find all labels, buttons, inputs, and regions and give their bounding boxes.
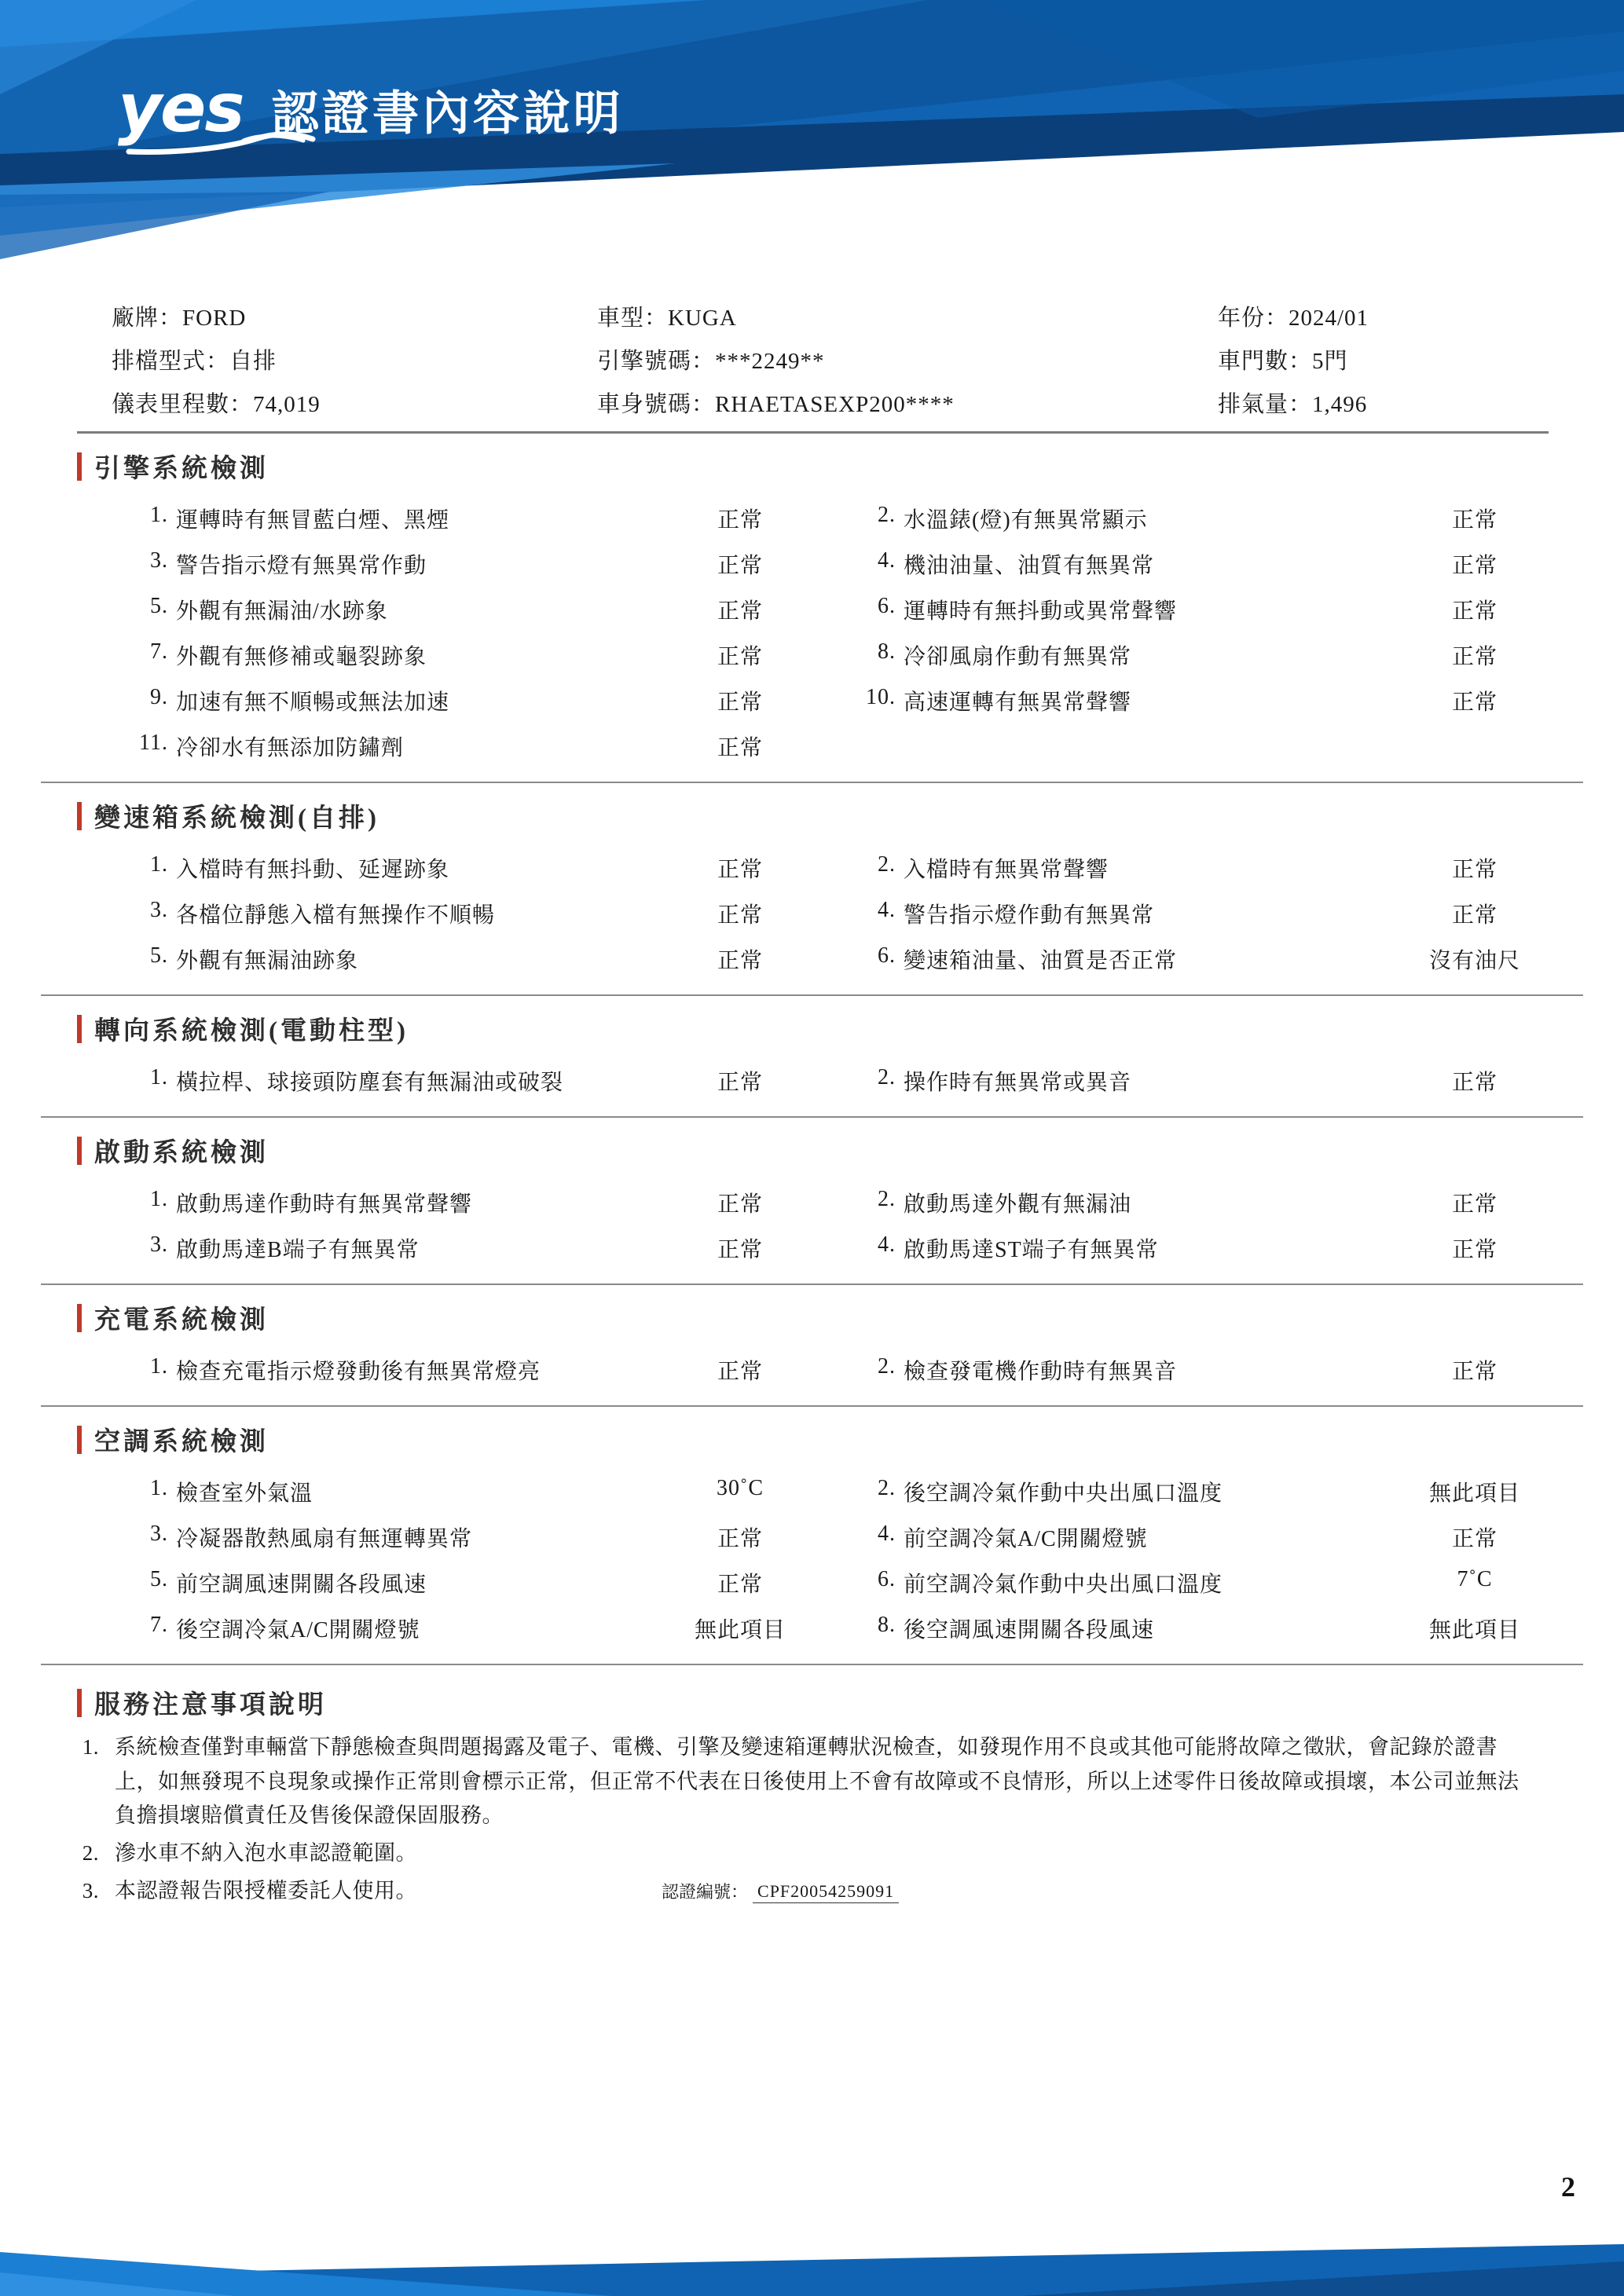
vehicle-brand: 廠牌：FORD [112,306,247,331]
section-marker-icon [77,452,82,481]
item-number: 6. [878,594,896,618]
inspection-row [41,496,1583,541]
item-result: 正常 [717,690,763,715]
inspection-item [41,1187,827,1218]
inspection-row [41,936,1583,982]
logo-text: yes [118,69,244,148]
document-body [0,291,1624,1903]
section-title-text: 變速箱系統檢測(自排) [94,804,379,833]
item-result: 正常 [1451,1071,1498,1095]
section-title [41,996,1583,1055]
item-result: 正常 [1451,1360,1498,1384]
item-number: 11. [139,731,168,755]
item-label: 警告指示燈作動有無異常 [904,903,1155,928]
item-number: 4. [878,1232,896,1257]
brand-logo [118,69,624,148]
item-number: 7. [150,639,168,664]
item-number: 5. [150,594,168,618]
item-result: 正常 [717,1238,763,1262]
section-engine [41,434,1583,783]
item-result: 正常 [1451,690,1498,715]
item-label: 運轉時有無冒藍白煙、黑煙 [176,508,450,533]
item-label: 運轉時有無抖動或異常聲響 [904,599,1178,624]
car-swoosh-icon [126,130,322,156]
item-result: 正常 [717,645,763,669]
item-label: 高速運轉有無異常聲響 [904,690,1132,715]
item-number: 2. [878,1065,896,1089]
inspection-item [827,1522,1565,1553]
vehicle-info-row [77,300,1549,332]
item-number: 5. [150,943,168,968]
inspection-item [827,548,1565,580]
inspection-item [41,548,827,580]
item-label: 冷卻風扇作動有無異常 [904,645,1132,669]
inspection-row [41,1606,1583,1651]
notes-title [41,1676,1583,1729]
inspection-item [41,594,827,625]
item-label: 各檔位靜態入檔有無操作不順暢 [176,903,496,928]
inspection-item [827,594,1565,625]
inspection-row [41,587,1583,632]
vehicle-info-row [77,386,1549,419]
item-number: 4. [878,548,896,573]
inspection-item [827,1232,1565,1264]
item-number: 9. [150,685,168,709]
item-result: 無此項目 [694,1618,786,1642]
item-label: 啟動馬達作動時有無異常聲響 [176,1192,473,1217]
inspection-row [41,1514,1583,1560]
item-label: 後空調冷氣作動中央出風口溫度 [904,1481,1223,1506]
vehicle-year: 年份：2024/01 [1218,306,1369,331]
item-result: 正常 [1451,645,1498,669]
inspection-item [827,503,1565,534]
inspection-item [41,852,827,884]
item-result: 正常 [717,599,763,624]
item-number: 3. [150,1522,168,1546]
inspection-row [41,1180,1583,1225]
inspection-row [41,845,1583,891]
inspection-row [41,678,1583,723]
inspection-item [827,685,1565,716]
item-label: 警告指示燈有無異常作動 [176,554,427,578]
section-title [41,783,1583,842]
inspection-item [827,1613,1565,1644]
item-number: 7. [150,1613,168,1637]
vehicle-engine-number: 引擎號碼：***2249** [597,349,825,374]
item-number: 1. [150,1065,168,1089]
item-number: 2. [878,1187,896,1211]
item-label: 水溫錶(燈)有無異常顯示 [904,508,1148,533]
section-marker-icon [77,1689,82,1717]
item-label: 啟動馬達ST端子有無異常 [904,1238,1159,1262]
item-number: 5. [150,1567,168,1591]
inspection-row [41,723,1583,769]
section-title [41,1407,1583,1466]
section-title-text: 啟動系統檢測 [94,1139,269,1167]
item-result: 正常 [1451,1238,1498,1262]
item-result: 正常 [717,903,763,928]
service-notes [41,1665,1583,1903]
note-text: 本認證報告限授權委託人使用。 [115,1878,417,1902]
item-number: 1. [150,1476,168,1500]
inspection-item [41,1567,827,1598]
inspection-item [827,943,1565,975]
item-result: 正常 [717,858,763,882]
page-header [0,0,1624,291]
item-label: 機油油量、油質有無異常 [904,554,1155,578]
inspection-row [41,1347,1583,1393]
inspection-item [41,639,827,671]
item-number: 8. [878,639,896,664]
item-label: 檢查室外氣溫 [176,1481,313,1506]
item-label: 外觀有無漏油跡象 [176,949,359,973]
item-result: 沒有油尺 [1428,949,1520,973]
item-label: 前空調風速開關各段風速 [176,1573,427,1597]
section-marker-icon [77,1426,82,1454]
vehicle-transmission: 排檔型式：自排 [112,349,277,374]
item-label: 橫拉桿、球接頭防塵套有無漏油或破裂 [176,1071,564,1095]
note-number: 1. [82,1735,99,1759]
notes-title-text: 服務注意事項說明 [94,1691,327,1719]
section-air-conditioning [41,1407,1583,1665]
item-label: 後空調冷氣A/C開關燈號 [176,1618,420,1642]
item-number: 10. [866,685,896,709]
item-label: 檢查發電機作動時有無異音 [904,1360,1178,1384]
item-result: 正常 [717,1071,763,1095]
item-label: 啟動馬達B端子有無異常 [176,1238,420,1262]
inspection-item [41,731,827,762]
item-number: 2. [878,852,896,877]
section-items [41,1344,1583,1405]
item-number: 6. [878,943,896,968]
item-number: 4. [878,898,896,922]
item-label: 檢查充電指示燈發動後有無異常燈亮 [176,1360,541,1384]
note-item [41,1835,1583,1873]
item-result: 正常 [1451,903,1498,928]
item-number: 4. [878,1522,896,1546]
section-items [41,493,1583,782]
item-label: 前空調冷氣A/C開關燈號 [904,1527,1148,1551]
inspection-item [41,1065,827,1097]
item-number: 1. [150,1354,168,1379]
item-result: 正常 [717,736,763,760]
note-number: 3. [82,1878,99,1902]
section-marker-icon [77,1304,82,1332]
inspection-item [41,943,827,975]
section-starter [41,1118,1583,1285]
vehicle-mileage: 儀表里程數：74,019 [112,392,321,417]
item-number: 1. [150,1187,168,1211]
inspection-row [41,541,1583,587]
inspection-item [41,898,827,929]
section-title-text: 轉向系統檢測(電動柱型) [94,1017,409,1045]
inspection-item [41,1613,827,1644]
inspection-item [827,852,1565,884]
note-text: 系統檢查僅對車輛當下靜態檢查與問題揭露及電子、電機、引擎及變速箱運轉狀況檢查，如發現作用不良或其他可能將故障之徵狀，會記錄於證書上，如無發現不良現象或操作正常則會標示正常，但正常不代表在日後使用上不會有故障或不良情形，所以上述零件日後故障或損壞，本公司並無法負擔損壞賠償責任及售後保證保固服務。 [115,1735,1520,1828]
item-label: 後空調風速開關各段風速 [904,1618,1155,1642]
inspection-item [827,639,1565,671]
section-title [41,434,1583,493]
inspection-row [41,1560,1583,1606]
inspection-item [41,685,827,716]
item-result: 正常 [717,1360,763,1384]
section-items [41,842,1583,994]
item-label: 冷卻水有無添加防鏽劑 [176,736,405,760]
certificate-value: CPF20054259091 [753,1881,899,1903]
item-result: 正常 [717,508,763,533]
item-result: 正常 [1451,858,1498,882]
item-label: 冷凝器散熱風扇有無運轉異常 [176,1527,473,1551]
item-result: 正常 [1451,1192,1498,1217]
vehicle-door-count: 車門數：5門 [1218,349,1348,374]
section-marker-icon [77,1015,82,1043]
item-label: 外觀有無漏油/水跡象 [176,599,388,624]
item-result: 30˚C [717,1476,764,1500]
section-title [41,1285,1583,1344]
section-items [41,1055,1583,1116]
inspection-item [827,898,1565,929]
section-title-text: 引擎系統檢測 [94,455,269,483]
vehicle-model: 車型：KUGA [597,306,737,331]
inspection-item [41,1522,827,1553]
inspection-item [41,503,827,534]
page-footer [0,2221,1624,2296]
section-title-text: 空調系統檢測 [94,1428,269,1456]
inspection-item [827,1567,1565,1598]
item-number: 3. [150,898,168,922]
item-label: 入檔時有無抖動、延遲跡象 [176,858,450,882]
note-number: 2. [82,1841,99,1866]
item-result: 無此項目 [1428,1618,1520,1642]
section-steering [41,996,1583,1118]
vehicle-info-row [77,343,1549,375]
vehicle-info-block [77,291,1549,434]
item-label: 操作時有無異常或異音 [904,1071,1132,1095]
inspection-row [41,891,1583,936]
item-label: 入檔時有無異常聲響 [904,858,1109,882]
item-result: 正常 [717,554,763,578]
note-item [41,1729,1583,1835]
vehicle-displacement: 排氣量：1,496 [1218,392,1368,417]
inspection-item [41,1476,827,1507]
item-label: 變速箱油量、油質是否正常 [904,949,1178,973]
inspection-row [41,1058,1583,1104]
item-number: 1. [150,503,168,527]
item-result: 正常 [1451,554,1498,578]
item-result: 正常 [717,1192,763,1217]
item-label: 加速有無不順暢或無法加速 [176,690,450,715]
item-label: 前空調冷氣作動中央出風口溫度 [904,1573,1223,1597]
inspection-item [41,1232,827,1264]
item-number: 2. [878,503,896,527]
section-marker-icon [77,1137,82,1165]
item-result: 正常 [717,1573,763,1597]
certificate-label: 認證編號： [662,1881,749,1902]
section-marker-icon [77,802,82,830]
page-title: 認證書內容說明 [271,86,624,141]
inspection-row [41,1469,1583,1514]
section-title [41,1118,1583,1177]
item-number: 3. [150,548,168,573]
item-result: 正常 [1451,508,1498,533]
item-number: 1. [150,852,168,877]
item-result: 無此項目 [1428,1481,1520,1506]
item-number: 6. [878,1567,896,1591]
section-title-text: 充電系統檢測 [94,1306,269,1335]
inspection-item [827,1187,1565,1218]
section-transmission [41,783,1583,996]
footer-banner-graphic [0,2221,1624,2296]
item-result: 正常 [1451,599,1498,624]
item-result: 正常 [717,1527,763,1551]
item-result: 正常 [1451,1527,1498,1551]
item-number: 2. [878,1354,896,1379]
item-result: 7˚C [1457,1567,1493,1591]
item-number: 2. [878,1476,896,1500]
item-number: 8. [878,1613,896,1637]
inspection-item [827,1065,1565,1097]
vehicle-vin: 車身號碼：RHAETASEXP200**** [597,392,955,417]
page-number: 2 [1561,2171,1575,2203]
inspection-row [41,632,1583,678]
section-charging [41,1285,1583,1407]
section-items [41,1466,1583,1664]
inspection-row [41,1225,1583,1271]
inspection-item [827,1476,1565,1507]
inspection-item [827,1354,1565,1386]
item-label: 啟動馬達外觀有無漏油 [904,1192,1132,1217]
item-label: 外觀有無修補或龜裂跡象 [176,645,427,669]
inspection-item [41,1354,827,1386]
note-text: 滲水車不納入泡水車認證範圍。 [115,1841,417,1866]
section-items [41,1177,1583,1283]
item-number: 3. [150,1232,168,1257]
item-result: 正常 [717,949,763,973]
